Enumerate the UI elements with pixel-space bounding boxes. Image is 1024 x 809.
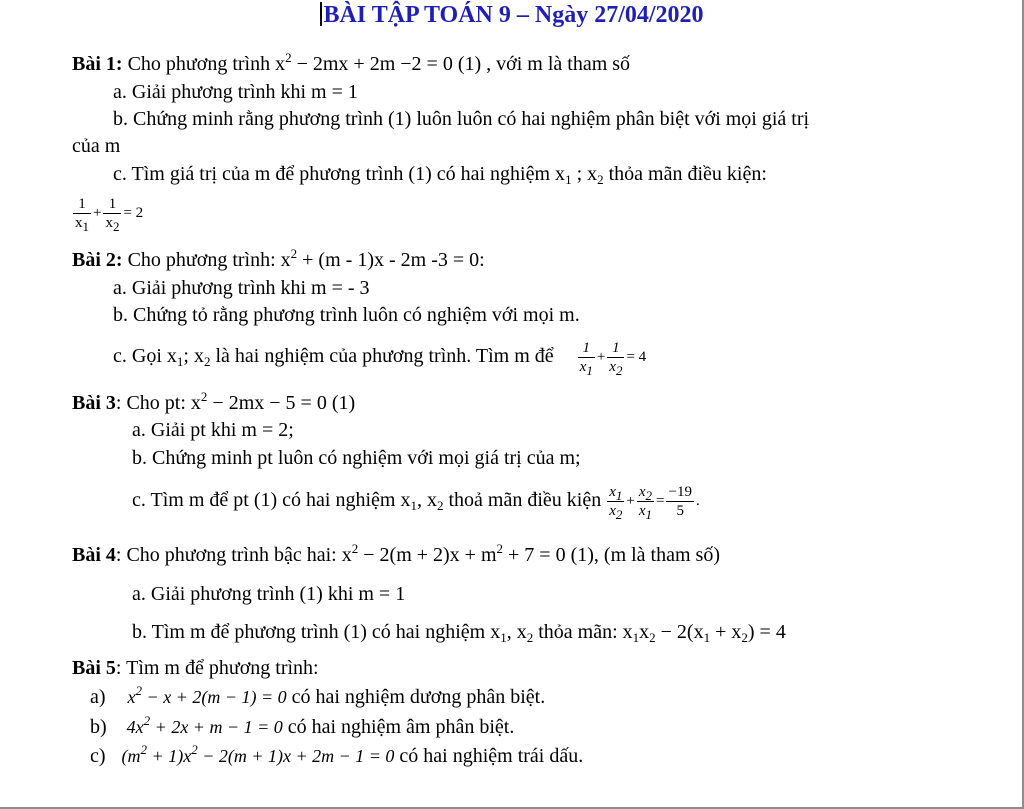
bai2-b: b. Chứng tỏ rằng phương trình luôn có nghiệm với mọi m. <box>113 304 580 326</box>
bai5-c: c) $(m^2 + 1)x^2 - 2(m + 1)x + 2m - 1 = 0$ có hai nghiệm trái dấu. <box>90 742 584 767</box>
fraction-1-over-x2: $\frac{1}{x_2}$ <box>609 339 623 378</box>
bai2-a: a. Giải phương trình khi m = - 3 <box>113 277 370 299</box>
bai3-b: b. Chứng minh pt luôn có nghiệm với mọi giá trị của m; <box>132 447 581 469</box>
bai4-a: a. Giải phương trình (1) khi m = 1 <box>132 583 406 605</box>
bai1-heading: Bài 1: Cho phương trình $x^2 - 2mx + 2m -2 = 0$ (1) , với m là tham số <box>72 50 631 75</box>
fraction-1-over-x2: $\frac{1}{x_2}$ <box>105 195 120 234</box>
fraction-rhs: $\frac{-19}{5}$ <box>668 483 692 519</box>
bai1-b: b. Chứng minh rằng phương trình (1) luôn luôn có hai nghiệm phân biệt với mọi giá trị <box>113 108 810 130</box>
bai2-heading: Bài 2: Cho phương trình: $x^2 + (m - 1)x - 2m$ -3 = 0: <box>72 246 485 271</box>
bai1-condition: $\frac{1}{x_1}$ + $\frac{1}{x_2}$ = 2 <box>75 195 144 234</box>
bai3-heading: Bài 3: Cho pt: $x^2 - 2mx - 5 = 0$ (1) <box>72 389 356 414</box>
bai5-b: b) $4x^2 + 2x + m - 1 = 0$ có hai nghiệm âm phân biệt. <box>90 713 515 738</box>
bai1-b-cont: của m <box>72 135 121 157</box>
bai1-a: a. Giải phương trình khi m = 1 <box>113 81 358 103</box>
fraction-1-over-x1: $\frac{1}{x_1}$ <box>579 339 593 378</box>
bai3-c: c. Tìm m để pt (1) có hai nghiệm $x_1$, $x_2$ thoả mãn điều kiện $\frac{x_1}{x_2}$ + $\frac{x_2}{x_1}$ = $\frac{-19}{5}$ . <box>132 483 700 522</box>
bai5-a: a) $x^2 - x + 2(m - 1) = 0$ có hai nghiệm dương phân biệt. <box>90 683 546 708</box>
fraction-x1-over-x2: $\frac{x_1}{x_2}$ <box>609 483 623 522</box>
bai3-a: a. Giải pt khi m = 2; <box>132 419 294 441</box>
fraction-x2-over-x1: $\frac{x_2}{x_1}$ <box>638 483 653 522</box>
bai1-c: c. Tìm giá trị của m để phương trình (1) có hai nghiệm $x_1$ ; $x_2$ thỏa mãn điều kiện: <box>113 163 767 187</box>
bai5-heading: Bài 5: Tìm m để phương trình: <box>72 657 319 679</box>
bai4-heading: Bài 4: Cho phương trình bậc hai: $x^2 - 2(m + 2)x + m^2 + 7 = 0$ (1), (m là tham số) <box>72 541 720 566</box>
bai4-b: b. Tìm m để phương trình (1) có hai nghiệm $x_1$, $x_2$ thỏa mãn: $x_1x_2 - 2(x_1 + x_2) = 4$ <box>132 621 786 645</box>
bai2-c: c. Gọi $x_1$; $x_2$ là hai nghiệm của phương trình. Tìm m để $\frac{1}{x_1}$ + $\frac{1}{x_2}$ = 4 <box>113 339 647 378</box>
page-title: BÀI TẬP TOÁN 9 – Ngày 27/04/2020 <box>0 2 1024 29</box>
fraction-1-over-x1: $\frac{1}{x_1}$ <box>75 195 89 234</box>
